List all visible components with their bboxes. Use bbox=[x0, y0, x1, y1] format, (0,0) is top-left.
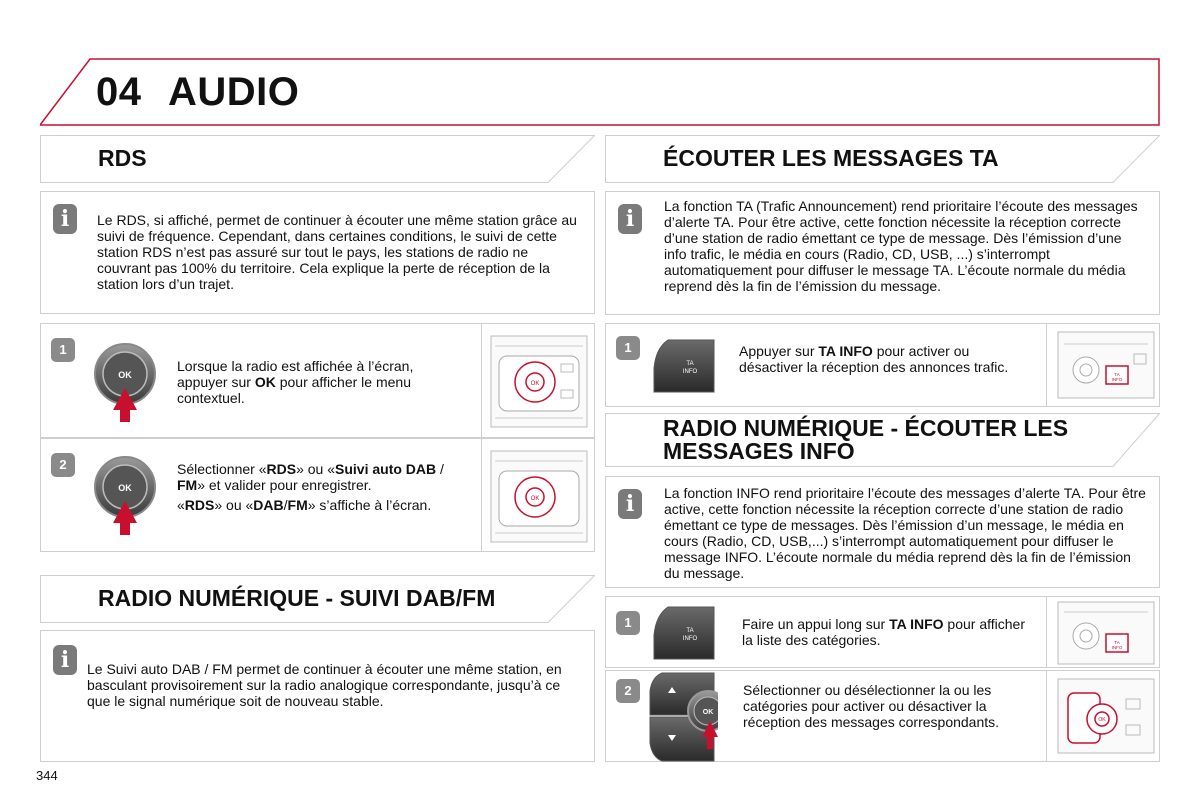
info-label: INFO bbox=[682, 636, 698, 642]
dab-info-text: Le Suivi auto DAB / FM permet de continuer à écouter une même station, en basculant provisoirement sur la radio analogique correspondante, jusqu’à ce que le signal numérique soit de nouveau stable. bbox=[87, 661, 562, 709]
step-number-badge: 2 bbox=[51, 453, 75, 477]
ta-info-button-illustration bbox=[652, 338, 716, 394]
console-illustration-ok bbox=[1056, 677, 1156, 755]
info-step1-text: Faire un appui long sur TA INFO pour afficher la liste des catégories. bbox=[742, 616, 1025, 648]
ta-info-button-illustration bbox=[652, 605, 716, 661]
section-title-ta: ÉCOUTER LES MESSAGES TA bbox=[663, 145, 999, 171]
step-box-ta-1 bbox=[605, 323, 1160, 407]
info-step2-text: Sélectionner ou désélectionner la ou les catégories pour activer ou désactiver la réception des messages correspondants. bbox=[743, 682, 1000, 730]
svg-text:INFO: INFO bbox=[1111, 645, 1123, 650]
info-info-text: La fonction INFO rend prioritaire l’écoute des messages d’alerte TA. Pour être active, cette fonction nécessite la réception correcte d’une station de radio émettant ce type de messages. Dès l’émission d’un message, le média en cours (Radio, CD, USB,...) s’interrompt automatiquement pour diffuser le message INFO. L’écoute normale du média reprend dès la fin de l’émission du message. bbox=[664, 485, 1146, 581]
rds-step2-line2: «RDS» ou «DAB/FM» s’affiche à l’écran. bbox=[177, 497, 432, 513]
ok-button-illustration bbox=[91, 340, 161, 440]
info-box-ta bbox=[605, 191, 1160, 315]
column-divider bbox=[481, 324, 482, 437]
info-icon: i bbox=[53, 204, 77, 234]
rds-step2-text bbox=[177, 461, 467, 513]
ok-label: OK bbox=[118, 483, 132, 493]
step-number-badge: 1 bbox=[616, 336, 640, 360]
svg-text:OK: OK bbox=[530, 496, 540, 502]
console-illustration-ta bbox=[1056, 330, 1156, 400]
chapter-number: 04 bbox=[96, 70, 142, 114]
step-box-info-2 bbox=[605, 670, 1160, 762]
info-icon: i bbox=[53, 645, 77, 675]
section-header-info bbox=[605, 413, 1160, 467]
column-divider bbox=[481, 439, 482, 551]
rds-info-text: Le RDS, si affiché, permet de continuer à écouter une même station grâce au suivi de fréquence. Cependant, dans certaines conditions, le suivi de cette station RDS n’est pas assuré sur tout le pays, les stations de radio ne couvrant pas 100% du territoire. Cela explique la perte de réception de la station lors d’un trajet. bbox=[97, 212, 577, 292]
step-number-badge: 2 bbox=[616, 679, 640, 703]
svg-text:TA: TA bbox=[1114, 372, 1120, 377]
chapter-header bbox=[40, 58, 1160, 126]
ta-label: TA bbox=[686, 361, 694, 367]
ta-step1-text: Appuyer sur TA INFO pour activer ou désactiver la réception des annonces trafic. bbox=[739, 343, 1009, 375]
page-number: 344 bbox=[36, 768, 58, 783]
column-divider bbox=[1046, 324, 1047, 406]
section-title-dab: RADIO NUMÉRIQUE - SUIVI DAB/FM bbox=[98, 585, 496, 611]
step-box-rds-1 bbox=[40, 323, 595, 438]
info-label: INFO bbox=[682, 369, 698, 375]
section-header-dab bbox=[40, 575, 595, 623]
step-box-rds-2 bbox=[40, 438, 595, 552]
section-header-ta bbox=[605, 135, 1160, 183]
rds-step2-line1: Sélectionner «RDS» ou «Suivi auto DAB / FM» et valider pour enregistrer. bbox=[177, 461, 444, 493]
rds-step1-text: Lorsque la radio est affichée à l’écran, appuyer sur OK pour afficher le menu contextuel. bbox=[177, 358, 414, 406]
info-box-rds bbox=[40, 191, 595, 314]
svg-text:OK: OK bbox=[530, 381, 540, 387]
info-box-info bbox=[605, 476, 1160, 588]
svg-text:TA: TA bbox=[1114, 640, 1120, 645]
step-number-badge: 1 bbox=[616, 611, 640, 635]
console-illustration-ok bbox=[489, 334, 589, 429]
section-title-info: RADIO NUMÉRIQUE - ÉCOUTER LES MESSAGES INFO bbox=[663, 415, 1069, 464]
ok-label: OK bbox=[118, 370, 132, 380]
svg-text:INFO: INFO bbox=[1111, 377, 1123, 382]
chapter-title: AUDIO bbox=[168, 70, 300, 114]
arrows-ok-button-illustration bbox=[648, 671, 718, 763]
info-icon: i bbox=[618, 489, 642, 519]
console-illustration-ta bbox=[1056, 600, 1156, 666]
console-illustration-ok bbox=[489, 449, 589, 544]
section-title-rds: RDS bbox=[98, 145, 147, 171]
ok-label: OK bbox=[702, 709, 714, 716]
svg-text:OK: OK bbox=[1098, 717, 1106, 723]
section-header-rds bbox=[40, 135, 595, 183]
column-divider bbox=[1046, 597, 1047, 667]
column-divider bbox=[1046, 671, 1047, 761]
step-number-badge: 1 bbox=[51, 338, 75, 362]
ta-info-text: La fonction TA (Trafic Announcement) rend prioritaire l’écoute des messages d’alerte TA. Pour être active, cette fonction nécessite la réception correcte d’une station de radio émettant ce type de message. Dès l’émission d’une info trafic, le média en cours (Radio, CD, USB, ...) s’interrompt automatiquement pour diffuser le message TA. L’écoute normale du média reprend dès la fin de l’émission du message. bbox=[664, 198, 1138, 294]
info-box-dab bbox=[40, 630, 595, 762]
ta-label: TA bbox=[686, 628, 694, 634]
step-box-info-1 bbox=[605, 596, 1160, 668]
info-icon: i bbox=[618, 204, 642, 234]
ok-button-illustration bbox=[91, 453, 161, 553]
